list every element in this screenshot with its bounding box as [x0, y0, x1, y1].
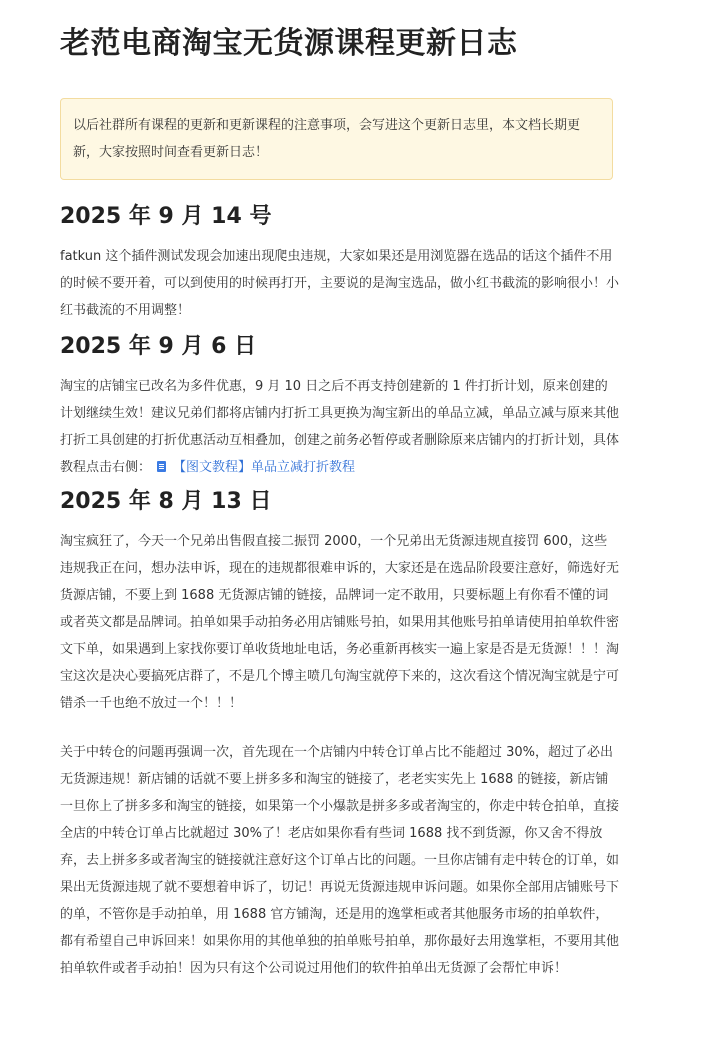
section-heading-2025-09-06: 2025 年 9 月 6 日 — [60, 334, 257, 359]
section-paragraph: 淘宝疯狂了，今天一个兄弟出售假直接二振罚 2000，一个兄弟出无货源违规直接罚 600，这些违规我正在问，想办法申诉，现在的违规都很难申诉的，大家还是在选品阶段要注意好，筛选好无货源店铺，不要上到 1688 无货源店铺的链接，品牌词一定不敢用，只要标题上有你看不懂的词或者英文都是品牌词。拍单如果手动拍务必用店铺账号拍，如果用其他账号拍单请使用拍单软件密文下单，如果遇到上家找你要订单收货地址电话，务必重新再核实一遍上家是否是无货源！！！淘宝这次是决心要搞死店群了，不是几个博主喷几句淘宝就停下来的，这次看这个情况淘宝就是宁可错杀一千也绝不放过一个！！！ — [60, 534, 620, 711]
tutorial-link-label: 【图文教程】单品立减打折教程 — [173, 460, 356, 475]
tutorial-link[interactable] — [157, 460, 355, 475]
paragraph-text: 淘宝的店铺宝已改名为多件优惠，9 月 10 日之后不再支持创建新的 1 件打折计划，原来创建的计划继续生效！建议兄弟们都将店铺内打折工具更换为淘宝新出的单品立减，单品立减与原来其他打折工具创建的打折优惠活动互相叠加，创建之前务必暂停或者删除原来店铺内的打折计划，具体教程点击右侧： — [60, 379, 620, 475]
notice-callout — [60, 98, 613, 180]
section-paragraph — [60, 373, 620, 481]
section-heading-2025-09-14: 2025 年 9 月 14 号 — [60, 204, 272, 229]
document-content — [60, 0, 620, 982]
document-icon — [157, 461, 166, 472]
section-paragraph: fatkun 这个插件测试发现会加速出现爬虫违规，大家如果还是用浏览器在选品的话这个插件不用的时候不要开着，可以到使用的时候再打开，主要说的是淘宝选品，做小红书截流的影响很小！小红书截流的不用调整！ — [60, 249, 620, 318]
notice-callout-text: 以后社群所有课程的更新和更新课程的注意事项，会写进这个更新日志里，本文档长期更新，大家按照时间查看更新日志！ — [73, 118, 581, 160]
section-heading-2025-08-13: 2025 年 8 月 13 日 — [60, 489, 272, 514]
section-paragraph: 关于中转仓的问题再强调一次，首先现在一个店铺内中转仓订单占比不能超过 30%，超过了必出无货源违规！新店铺的话就不要上拼多多和淘宝的链接了，老老实实先上 1688 的链接，新店铺一旦你上了拼多多和淘宝的链接，如果第一个小爆款是拼多多或者淘宝的，你走中转仓拍单，直接全店的中转仓订单占比就超过 30%了！老店如果你看有些词 1688 找不到货源，你又舍不得放弃，去上拼多多或者淘宝的链接就注意好这个订单占比的问题。一旦你店铺有走中转仓的订单，如果出无货源违规了就不要想着申诉了，切记！再说无货源违规申诉问题。如果你全部用店铺账号下的单，不管你是手动拍单，用 1688 官方铺淘，还是用的逸掌柜或者其他服务市场的拍单软件，都有希望自己申诉回来！如果你用的其他单独的拍单账号拍单，那你最好去用逸掌柜，不要用其他拍单软件或者手动拍！因为只有这个公司说过用他们的软件拍单出无货源了会帮忙申诉！ — [60, 745, 620, 976]
page-title: 老范电商淘宝无货源课程更新日志 — [60, 26, 518, 61]
